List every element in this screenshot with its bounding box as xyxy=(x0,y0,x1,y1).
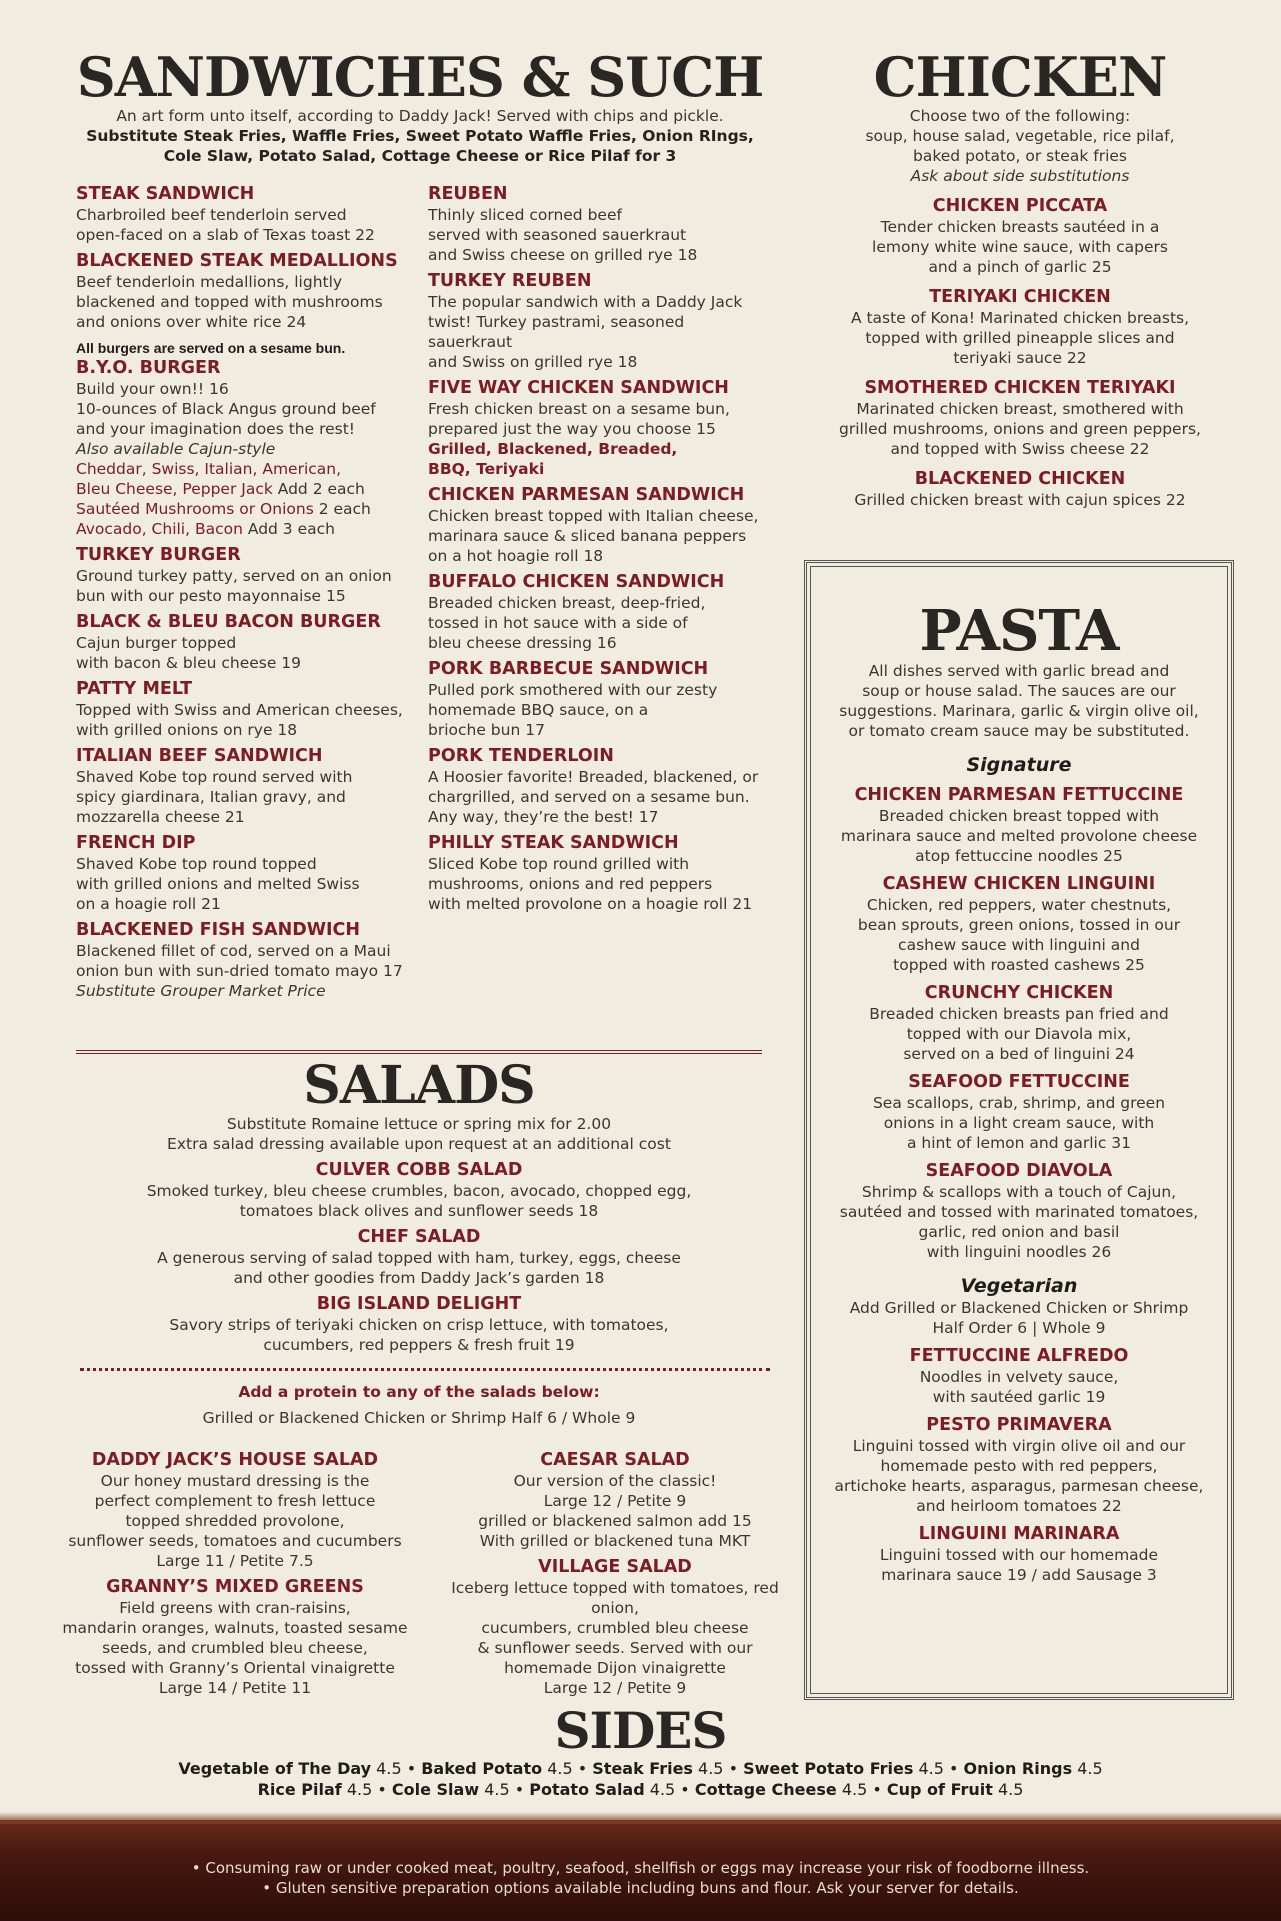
menu-item xyxy=(810,196,1230,277)
side-name: Potato Salad xyxy=(529,1780,645,1799)
item-desc: sautéed and tossed with marinated tomatoes, xyxy=(839,1203,1199,1221)
item-title: FRENCH DIP xyxy=(76,833,196,853)
item-desc: and onions over white rice 24 xyxy=(76,313,307,331)
item-desc: and Swiss cheese on grilled rye 18 xyxy=(428,246,698,264)
item-desc: cucumbers, crumbled bleu cheese xyxy=(481,1619,749,1637)
item-desc: marinara sauce 19 / add Sausage 3 xyxy=(881,1566,1157,1584)
sandwiches-subs-line2: Cole Slaw, Potato Salad, Cottage Cheese or Rice Pilaf for 3 xyxy=(163,147,677,165)
item-desc: with grilled onions on rye 18 xyxy=(76,721,298,739)
item-desc: a hint of lemon and garlic 31 xyxy=(906,1134,1131,1152)
menu-item xyxy=(821,1524,1217,1585)
sides-separator: • xyxy=(401,1759,422,1778)
chicken-intro: Ask about side substitutions xyxy=(910,167,1130,185)
menu-item xyxy=(76,833,416,914)
salads-title: SALADS xyxy=(303,1055,535,1116)
sandwiches-title: SANDWICHES & SUCH xyxy=(76,45,764,109)
menu-item xyxy=(810,287,1230,368)
item-desc: mozzarella cheese 21 xyxy=(76,808,245,826)
item-title: FETTUCCINE ALFREDO xyxy=(909,1346,1129,1366)
item-desc: Large 14 / Petite 11 xyxy=(158,1679,312,1697)
item-desc: Breaded chicken breasts pan fried and xyxy=(869,1005,1169,1023)
item-desc: and other goodies from Daddy Jack’s garden 18 xyxy=(233,1269,605,1287)
menu-item xyxy=(76,251,416,332)
item-title: CRUNCHY CHICKEN xyxy=(924,983,1114,1003)
item-desc: blackened and topped with mushrooms xyxy=(76,293,383,311)
item-title: TURKEY REUBEN xyxy=(428,271,592,291)
item-title: BLACKENED CHICKEN xyxy=(914,469,1126,489)
item-desc: seeds, and crumbled bleu cheese, xyxy=(102,1639,368,1657)
menu-item xyxy=(821,1346,1217,1407)
side-price: 4.5 xyxy=(341,1780,373,1799)
pasta-intro: or tomato cream sauce may be substituted. xyxy=(848,722,1190,740)
side-price: 4.5 xyxy=(992,1780,1024,1799)
side-name: Cup of Fruit xyxy=(886,1780,993,1799)
item-desc: With grilled or blackened tuna MKT xyxy=(479,1532,751,1550)
item-desc: grilled mushrooms, onions and green peppers, xyxy=(839,420,1201,438)
item-desc: spicy giardinara, Italian gravy, and xyxy=(76,788,346,806)
addon-items: Avocado, Chili, Bacon xyxy=(76,520,243,538)
item-desc: topped with grilled pineapple slices and xyxy=(865,329,1175,347)
item-desc: brioche bun 17 xyxy=(428,721,545,739)
burger-note: All burgers are served on a sesame bun. xyxy=(76,340,346,356)
item-desc: Build your own!! 16 xyxy=(76,380,229,398)
item-desc: Sliced Kobe top round grilled with xyxy=(428,855,690,873)
menu-item xyxy=(821,1161,1217,1262)
item-desc: Thinly sliced corned beef xyxy=(428,206,622,224)
addon-price: Add 3 each xyxy=(242,520,335,538)
menu-item xyxy=(76,1160,762,1221)
item-desc: Noodles in velvety sauce, xyxy=(919,1368,1119,1386)
menu-item xyxy=(428,184,768,265)
salads-divider xyxy=(76,1050,762,1054)
sandwiches-header xyxy=(60,45,780,166)
item-title: PORK BARBECUE SANDWICH xyxy=(428,659,709,679)
menu-item xyxy=(76,679,416,740)
sides-row xyxy=(0,1758,1281,1779)
item-desc: tomatoes black olives and sunflower seeds 18 xyxy=(239,1202,599,1220)
item-title: PATTY MELT xyxy=(76,679,193,699)
footer-note: • Consuming raw or under cooked meat, poultry, seafood, shellfish or eggs may increase your risk of foodborne illness. xyxy=(191,1859,1090,1877)
menu-item xyxy=(76,1227,762,1288)
menu-item xyxy=(428,485,768,566)
menu-item xyxy=(76,746,416,827)
item-title: BUFFALO CHICKEN SANDWICH xyxy=(428,572,725,592)
item-desc: Iceberg lettuce topped with tomatoes, red onion, xyxy=(451,1579,779,1617)
item-desc: lemony white wine sauce, with capers xyxy=(872,238,1168,256)
item-desc: Substitute Grouper Market Price xyxy=(76,982,326,1000)
item-desc: and a pinch of garlic 25 xyxy=(928,258,1112,276)
item-desc: and topped with Swiss cheese 22 xyxy=(890,440,1150,458)
menu-item xyxy=(76,545,416,606)
item-desc: with grilled onions and melted Swiss xyxy=(76,875,360,893)
item-desc: Large 12 / Petite 9 xyxy=(543,1679,687,1697)
item-desc: grilled or blackened salmon add 15 xyxy=(478,1512,752,1530)
side-name: Rice Pilaf xyxy=(257,1780,342,1799)
item-desc: bean sprouts, green onions, tossed in our xyxy=(857,916,1181,934)
item-desc: mandarin oranges, walnuts, toasted sesame xyxy=(62,1619,408,1637)
item-desc: Blackened fillet of cod, served on a Maui xyxy=(76,942,391,960)
sides-title: SIDES xyxy=(554,1701,727,1760)
vegetarian-heading: Vegetarian xyxy=(960,1275,1078,1297)
side-price: 4.5 xyxy=(371,1759,402,1778)
addon-items: Bleu Cheese, Pepper Jack xyxy=(76,480,273,498)
pasta-title: PASTA xyxy=(919,598,1119,664)
salads-section xyxy=(76,1055,762,1355)
menu-item xyxy=(430,1557,800,1698)
menu-item xyxy=(76,612,416,673)
addon-price: 2 each xyxy=(313,500,371,518)
footer-note: • Gluten sensitive preparation options available including buns and flour. Ask your server for details. xyxy=(262,1879,1019,1897)
side-price: 4.5 xyxy=(1072,1759,1103,1778)
sides-separator: • xyxy=(867,1780,887,1799)
item-desc: Cajun burger topped xyxy=(76,634,237,652)
item-desc: Topped with Swiss and American cheeses, xyxy=(76,701,403,719)
menu-item xyxy=(821,785,1217,866)
item-desc: mushrooms, onions and red peppers xyxy=(428,875,713,893)
item-title: REUBEN xyxy=(428,184,508,204)
item-desc: The popular sandwich with a Daddy Jack xyxy=(428,293,743,311)
item-title: CULVER COBB SALAD xyxy=(315,1160,523,1180)
item-title: BLACKENED STEAK MEDALLIONS xyxy=(76,251,398,271)
sandwiches-intro: An art form unto itself, according to Daddy Jack! Served with chips and pickle. xyxy=(116,107,724,125)
sides-separator: • xyxy=(509,1780,530,1799)
item-title: TURKEY BURGER xyxy=(76,545,241,565)
item-title: B.Y.O. BURGER xyxy=(76,358,221,378)
menu-item xyxy=(428,378,768,479)
side-price: 4.5 xyxy=(913,1759,944,1778)
side-name: Onion Rings xyxy=(963,1759,1073,1778)
sides-section xyxy=(0,1701,1281,1800)
item-desc: garlic, red onion and basil xyxy=(918,1223,1120,1241)
item-desc: twist! Turkey pastrami, seasoned sauerkraut xyxy=(428,313,685,351)
menu-item xyxy=(428,271,768,372)
item-desc: and your imagination does the rest! xyxy=(76,420,356,438)
item-desc: with bacon & bleu cheese 19 xyxy=(76,654,302,672)
sandwiches-subs-line1: Substitute Steak Fries, Waffle Fries, Sweet Potato Waffle Fries, Onion RIngs, xyxy=(86,127,754,145)
item-title: FIVE WAY CHICKEN SANDWICH xyxy=(428,378,729,398)
protein-line: Grilled or Blackened Chicken or Shrimp Half 6 / Whole 9 xyxy=(202,1409,636,1427)
item-title: CHICKEN PARMESAN SANDWICH xyxy=(428,485,745,505)
item-desc: marinara sauce and melted provolone cheese xyxy=(840,827,1198,845)
menu-item xyxy=(428,572,768,653)
side-price: 4.5 xyxy=(479,1780,510,1799)
item-desc: Breaded chicken breast, deep-fried, xyxy=(428,594,706,612)
item-desc: cucumbers, red peppers & fresh fruit 19 xyxy=(263,1336,575,1354)
menu-item xyxy=(428,833,768,914)
item-title: DADDY JACK’S HOUSE SALAD xyxy=(91,1450,379,1470)
vegetarian-addon: Add Grilled or Blackened Chicken or Shrimp xyxy=(849,1299,1189,1317)
item-desc: Breaded chicken breast topped with xyxy=(878,807,1160,825)
item-desc: Savory strips of teriyaki chicken on crisp lettuce, with tomatoes, xyxy=(169,1316,669,1334)
pasta-intro: soup or house salad. The sauces are our xyxy=(862,682,1176,700)
pasta-intro: suggestions. Marinara, garlic & virgin olive oil, xyxy=(839,702,1199,720)
item-desc: Pulled pork smothered with our zesty xyxy=(428,681,718,699)
item-title: BLACKENED FISH SANDWICH xyxy=(76,920,361,940)
item-desc: Our honey mustard dressing is the xyxy=(100,1472,370,1490)
chicken-section xyxy=(810,45,1230,510)
item-desc: Field greens with cran-raisins, xyxy=(119,1599,351,1617)
menu-item xyxy=(821,1072,1217,1153)
sides-separator: • xyxy=(723,1759,744,1778)
salads-left-column xyxy=(60,1450,410,1704)
addon-line xyxy=(76,479,416,499)
side-name: Vegetable of The Day xyxy=(178,1759,372,1778)
pasta-intro: All dishes served with garlic bread and xyxy=(868,662,1170,680)
item-title: SMOTHERED CHICKEN TERIYAKI xyxy=(864,378,1176,398)
pasta-box xyxy=(804,560,1234,1700)
addon-line xyxy=(76,519,416,539)
item-desc: Shaved Kobe top round topped xyxy=(76,855,317,873)
salads-intro: Substitute Romaine lettuce or spring mix for 2.00 xyxy=(226,1115,612,1133)
item-title: CHEF SALAD xyxy=(357,1227,481,1247)
chicken-intro: baked potato, or steak fries xyxy=(913,147,1127,165)
item-options: BBQ, Teriyaki xyxy=(428,460,545,478)
addon-line: Cheddar, Swiss, Italian, American, xyxy=(76,460,342,478)
item-desc: and heirloom tomatoes 22 xyxy=(916,1497,1122,1515)
item-desc: Shaved Kobe top round served with xyxy=(76,768,353,786)
item-desc: Large 11 / Petite 7.5 xyxy=(156,1552,314,1570)
addon-price: Add 2 each xyxy=(272,480,365,498)
item-desc: on a hoagie roll 21 xyxy=(76,895,221,913)
item-desc: A generous serving of salad topped with ham, turkey, eggs, cheese xyxy=(157,1249,681,1267)
item-title: TERIYAKI CHICKEN xyxy=(929,287,1111,307)
item-title: LINGUINI MARINARA xyxy=(918,1524,1120,1544)
sandwiches-middle-column xyxy=(428,184,768,920)
item-desc: marinara sauce & sliced banana peppers xyxy=(428,527,747,545)
salads-right-column xyxy=(430,1450,800,1704)
menu-item xyxy=(60,1577,410,1698)
side-name: Cottage Cheese xyxy=(694,1780,837,1799)
item-desc: A Hoosier favorite! Breaded, blackened, or xyxy=(428,768,759,786)
item-title: PORK TENDERLOIN xyxy=(428,746,614,766)
item-desc: & sunflower seeds. Served with our xyxy=(477,1639,753,1657)
item-desc: on a hot hoagie roll 18 xyxy=(428,547,604,565)
item-desc: Sea scallops, crab, shrimp, and green xyxy=(872,1094,1166,1112)
item-desc: served on a bed of linguini 24 xyxy=(903,1045,1135,1063)
item-desc: topped shredded provolone, xyxy=(125,1512,345,1530)
side-name: Sweet Potato Fries xyxy=(743,1759,914,1778)
item-desc: Ground turkey patty, served on an onion xyxy=(76,567,392,585)
item-desc: with melted provolone on a hoagie roll 21 xyxy=(428,895,753,913)
item-title: ITALIAN BEEF SANDWICH xyxy=(76,746,323,766)
item-desc: perfect complement to fresh lettuce xyxy=(94,1492,376,1510)
item-desc: tossed with Granny’s Oriental vinaigrette xyxy=(75,1659,395,1677)
item-title: VILLAGE SALAD xyxy=(538,1557,692,1577)
footer-band xyxy=(0,1820,1281,1921)
item-desc: Linguini tossed with virgin olive oil and our xyxy=(852,1437,1186,1455)
sides-separator: • xyxy=(372,1780,392,1799)
item-desc: Any way, they’re the best! 17 xyxy=(428,808,659,826)
item-desc: topped with our Diavola mix, xyxy=(906,1025,1132,1043)
item-desc: atop fettuccine noodles 25 xyxy=(915,847,1123,865)
side-name: Steak Fries xyxy=(592,1759,693,1778)
item-desc: served with seasoned sauerkraut xyxy=(428,226,687,244)
menu-item xyxy=(428,746,768,827)
item-title: PHILLY STEAK SANDWICH xyxy=(428,833,679,853)
sides-row xyxy=(0,1779,1281,1800)
item-desc: onions in a light cream sauce, with xyxy=(883,1114,1155,1132)
item-desc: prepared just the way you choose 15 xyxy=(428,420,716,438)
menu-item xyxy=(76,184,416,245)
footer-notes xyxy=(0,1858,1281,1898)
item-desc: A taste of Kona! Marinated chicken breasts, xyxy=(850,309,1190,327)
item-desc: Beef tenderloin medallions, lightly xyxy=(76,273,343,291)
item-desc: Charbroiled beef tenderloin served xyxy=(76,206,347,224)
sides-separator: • xyxy=(572,1759,593,1778)
signature-heading: Signature xyxy=(966,754,1072,776)
salads-dotted-divider xyxy=(80,1368,770,1371)
sides-separator: • xyxy=(675,1780,695,1799)
item-title: CASHEW CHICKEN LINGUINI xyxy=(882,874,1156,894)
menu-item xyxy=(821,874,1217,975)
item-title: BIG ISLAND DELIGHT xyxy=(316,1294,522,1314)
item-desc: Marinated chicken breast, smothered with xyxy=(856,400,1184,418)
item-desc: open-faced on a slab of Texas toast 22 xyxy=(76,226,375,244)
vegetarian-addon: Half Order 6 | Whole 9 xyxy=(932,1319,1106,1337)
item-title: CHICKEN PARMESAN FETTUCCINE xyxy=(854,785,1184,805)
menu-item xyxy=(810,378,1230,459)
item-desc: Smoked turkey, bleu cheese crumbles, bacon, avocado, chopped egg, xyxy=(146,1182,692,1200)
side-price: 4.5 xyxy=(644,1780,676,1799)
protein-addon xyxy=(76,1382,762,1428)
sandwiches-left-column xyxy=(76,184,416,1007)
menu-item xyxy=(821,983,1217,1064)
item-desc: bun with our pesto mayonnaise 15 xyxy=(76,587,346,605)
item-desc: tossed in hot sauce with a side of xyxy=(428,614,688,632)
item-options: Grilled, Blackened, Breaded, xyxy=(428,440,678,458)
menu-item xyxy=(430,1450,800,1551)
menu-item xyxy=(76,1294,762,1355)
item-desc: homemade BBQ sauce, on a xyxy=(428,701,649,719)
item-title: SEAFOOD DIAVOLA xyxy=(925,1161,1113,1181)
item-desc: homemade Dijon vinaigrette xyxy=(504,1659,726,1677)
menu-item xyxy=(821,1415,1217,1516)
menu-item xyxy=(428,659,768,740)
item-desc: 10-ounces of Black Angus ground beef xyxy=(76,400,376,418)
item-title: CAESAR SALAD xyxy=(540,1450,690,1470)
chicken-intro: Choose two of the following: xyxy=(909,107,1131,125)
side-name: Cole Slaw xyxy=(391,1780,480,1799)
menu-item xyxy=(810,469,1230,510)
pasta-section xyxy=(821,598,1217,1585)
menu-item xyxy=(60,1450,410,1571)
item-title: GRANNY’S MIXED GREENS xyxy=(106,1577,364,1597)
side-price: 4.5 xyxy=(542,1759,573,1778)
item-desc: topped with roasted cashews 25 xyxy=(893,956,1145,974)
item-desc: Large 12 / Petite 9 xyxy=(543,1492,687,1510)
item-desc: onion bun with sun-dried tomato mayo 17 xyxy=(76,962,403,980)
menu-item xyxy=(76,358,416,539)
item-desc: Also available Cajun-style xyxy=(76,440,276,458)
item-desc: Shrimp & scallops with a touch of Cajun, xyxy=(861,1183,1177,1201)
item-desc: sunflower seeds, tomatoes and cucumbers xyxy=(68,1532,402,1550)
chicken-title: CHICKEN xyxy=(873,45,1167,109)
item-title: SEAFOOD FETTUCCINE xyxy=(908,1072,1130,1092)
side-price: 4.5 xyxy=(836,1780,868,1799)
item-desc: with linguini noodles 26 xyxy=(926,1243,1112,1261)
item-desc: and Swiss on grilled rye 18 xyxy=(428,353,638,371)
item-title: PESTO PRIMAVERA xyxy=(926,1415,1112,1435)
item-desc: Tender chicken breasts sautéed in a xyxy=(880,218,1160,236)
addon-items: Sautéed Mushrooms or Onions xyxy=(76,500,314,518)
item-desc: artichoke hearts, asparagus, parmesan cheese, xyxy=(834,1477,1204,1495)
addon-line xyxy=(76,499,416,519)
item-desc: chargrilled, and served on a sesame bun. xyxy=(428,788,750,806)
chicken-intro: soup, house salad, vegetable, rice pilaf, xyxy=(865,127,1175,145)
item-desc: Grilled chicken breast with cajun spices 22 xyxy=(854,491,1186,509)
sides-separator: • xyxy=(943,1759,964,1778)
protein-heading: Add a protein to any of the salads below: xyxy=(238,1383,600,1401)
item-title: BLACK & BLEU BACON BURGER xyxy=(76,612,381,632)
item-desc: Fresh chicken breast on a sesame bun, xyxy=(428,400,730,418)
item-desc: bleu cheese dressing 16 xyxy=(428,634,617,652)
item-desc: Our version of the classic! xyxy=(513,1472,717,1490)
salads-intro: Extra salad dressing available upon request at an additional cost xyxy=(167,1135,671,1153)
item-desc: with sautéed garlic 19 xyxy=(932,1388,1106,1406)
menu-item xyxy=(76,920,416,1001)
item-desc: teriyaki sauce 22 xyxy=(953,349,1087,367)
item-desc: Chicken breast topped with Italian cheese, xyxy=(428,507,759,525)
item-title: CHICKEN PICCATA xyxy=(932,196,1108,216)
item-desc: Linguini tossed with our homemade xyxy=(879,1546,1159,1564)
side-name: Baked Potato xyxy=(421,1759,543,1778)
item-desc: cashew sauce with linguini and xyxy=(898,936,1140,954)
side-price: 4.5 xyxy=(692,1759,724,1778)
item-desc: Chicken, red peppers, water chestnuts, xyxy=(866,896,1172,914)
item-title: STEAK SANDWICH xyxy=(76,184,255,204)
item-desc: homemade pesto with red peppers, xyxy=(880,1457,1158,1475)
